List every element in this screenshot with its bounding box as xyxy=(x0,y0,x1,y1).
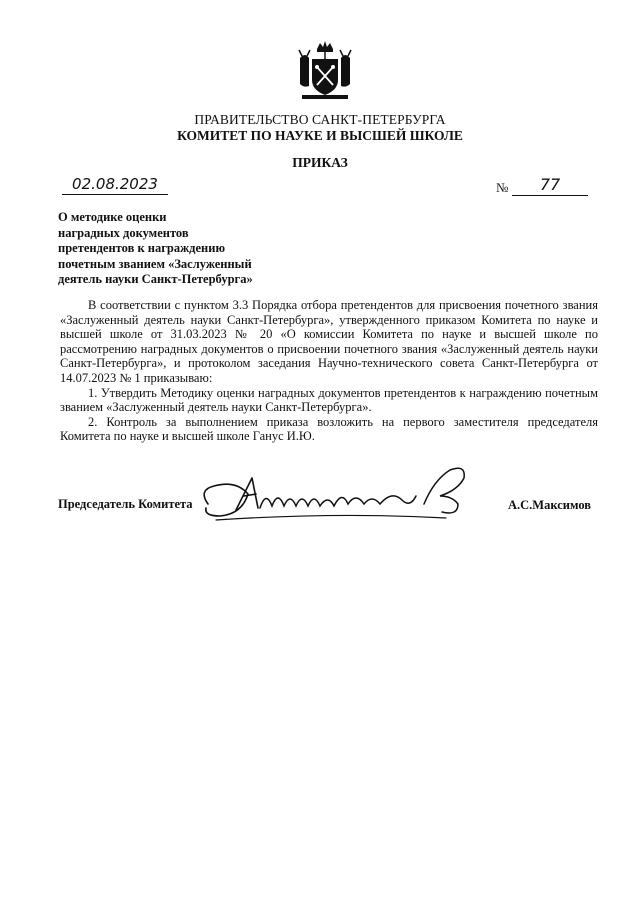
signatory-name: А.С.Максимов xyxy=(508,498,592,512)
subject-line: почетным званием «Заслуженный xyxy=(58,256,252,271)
committee-title: КОМИТЕТ ПО НАУКЕ И ВЫСШЕЙ ШКОЛЕ xyxy=(177,128,463,143)
subject-line: наградных документов xyxy=(58,225,189,240)
handwritten-signature-icon xyxy=(196,460,496,526)
subject-line: О методике оценки xyxy=(58,210,167,224)
order-body xyxy=(60,298,598,444)
subject-line: претендентов к награждению xyxy=(58,241,226,255)
body-paragraph-preamble: В соответствии с пунктом 3.3 Порядка отбора претендентов для присвоения почетного звания «Заслуженный деятель науки Санкт-Петербурга», утвержденного приказом Комитета по науке и высшей школе от 31.03.2023 № 20 «О комиссии Комитета по науке и высшей школе по рассмотрению наградных документов о присвоении почетного звания «Заслуженный деятель науки Санкт-Петербурга», и протоколом заседания Научно-технического совета Санкт-Петербурга от 14.07.2023 № 1 приказываю: xyxy=(60,298,598,385)
signatory-position: Председатель Комитета xyxy=(58,497,193,511)
body-paragraph-item-2: 2. Контроль за выполнением приказа возложить на первого заместителя председателя Комитета по науке и высшей школе Ганус И.Ю. xyxy=(60,414,598,444)
government-title: ПРАВИТЕЛЬСТВО САНКТ-ПЕТЕРБУРГА xyxy=(194,112,446,127)
body-paragraph-item-1: 1. Утвердить Методику оценки наградных документов претендентов к награждению почетным званием «Заслуженный деятель науки Санкт-Петербурга». xyxy=(60,385,598,415)
document-type: ПРИКАЗ xyxy=(292,155,348,170)
order-date: 02.08.2023 xyxy=(62,174,168,195)
subject-line: деятель науки Санкт-Петербурга» xyxy=(58,272,253,286)
order-number-label: № xyxy=(496,180,509,195)
order-number: 77 xyxy=(512,175,588,196)
coat-of-arms-st-petersburg-icon xyxy=(296,40,354,102)
order-subject xyxy=(58,210,278,288)
